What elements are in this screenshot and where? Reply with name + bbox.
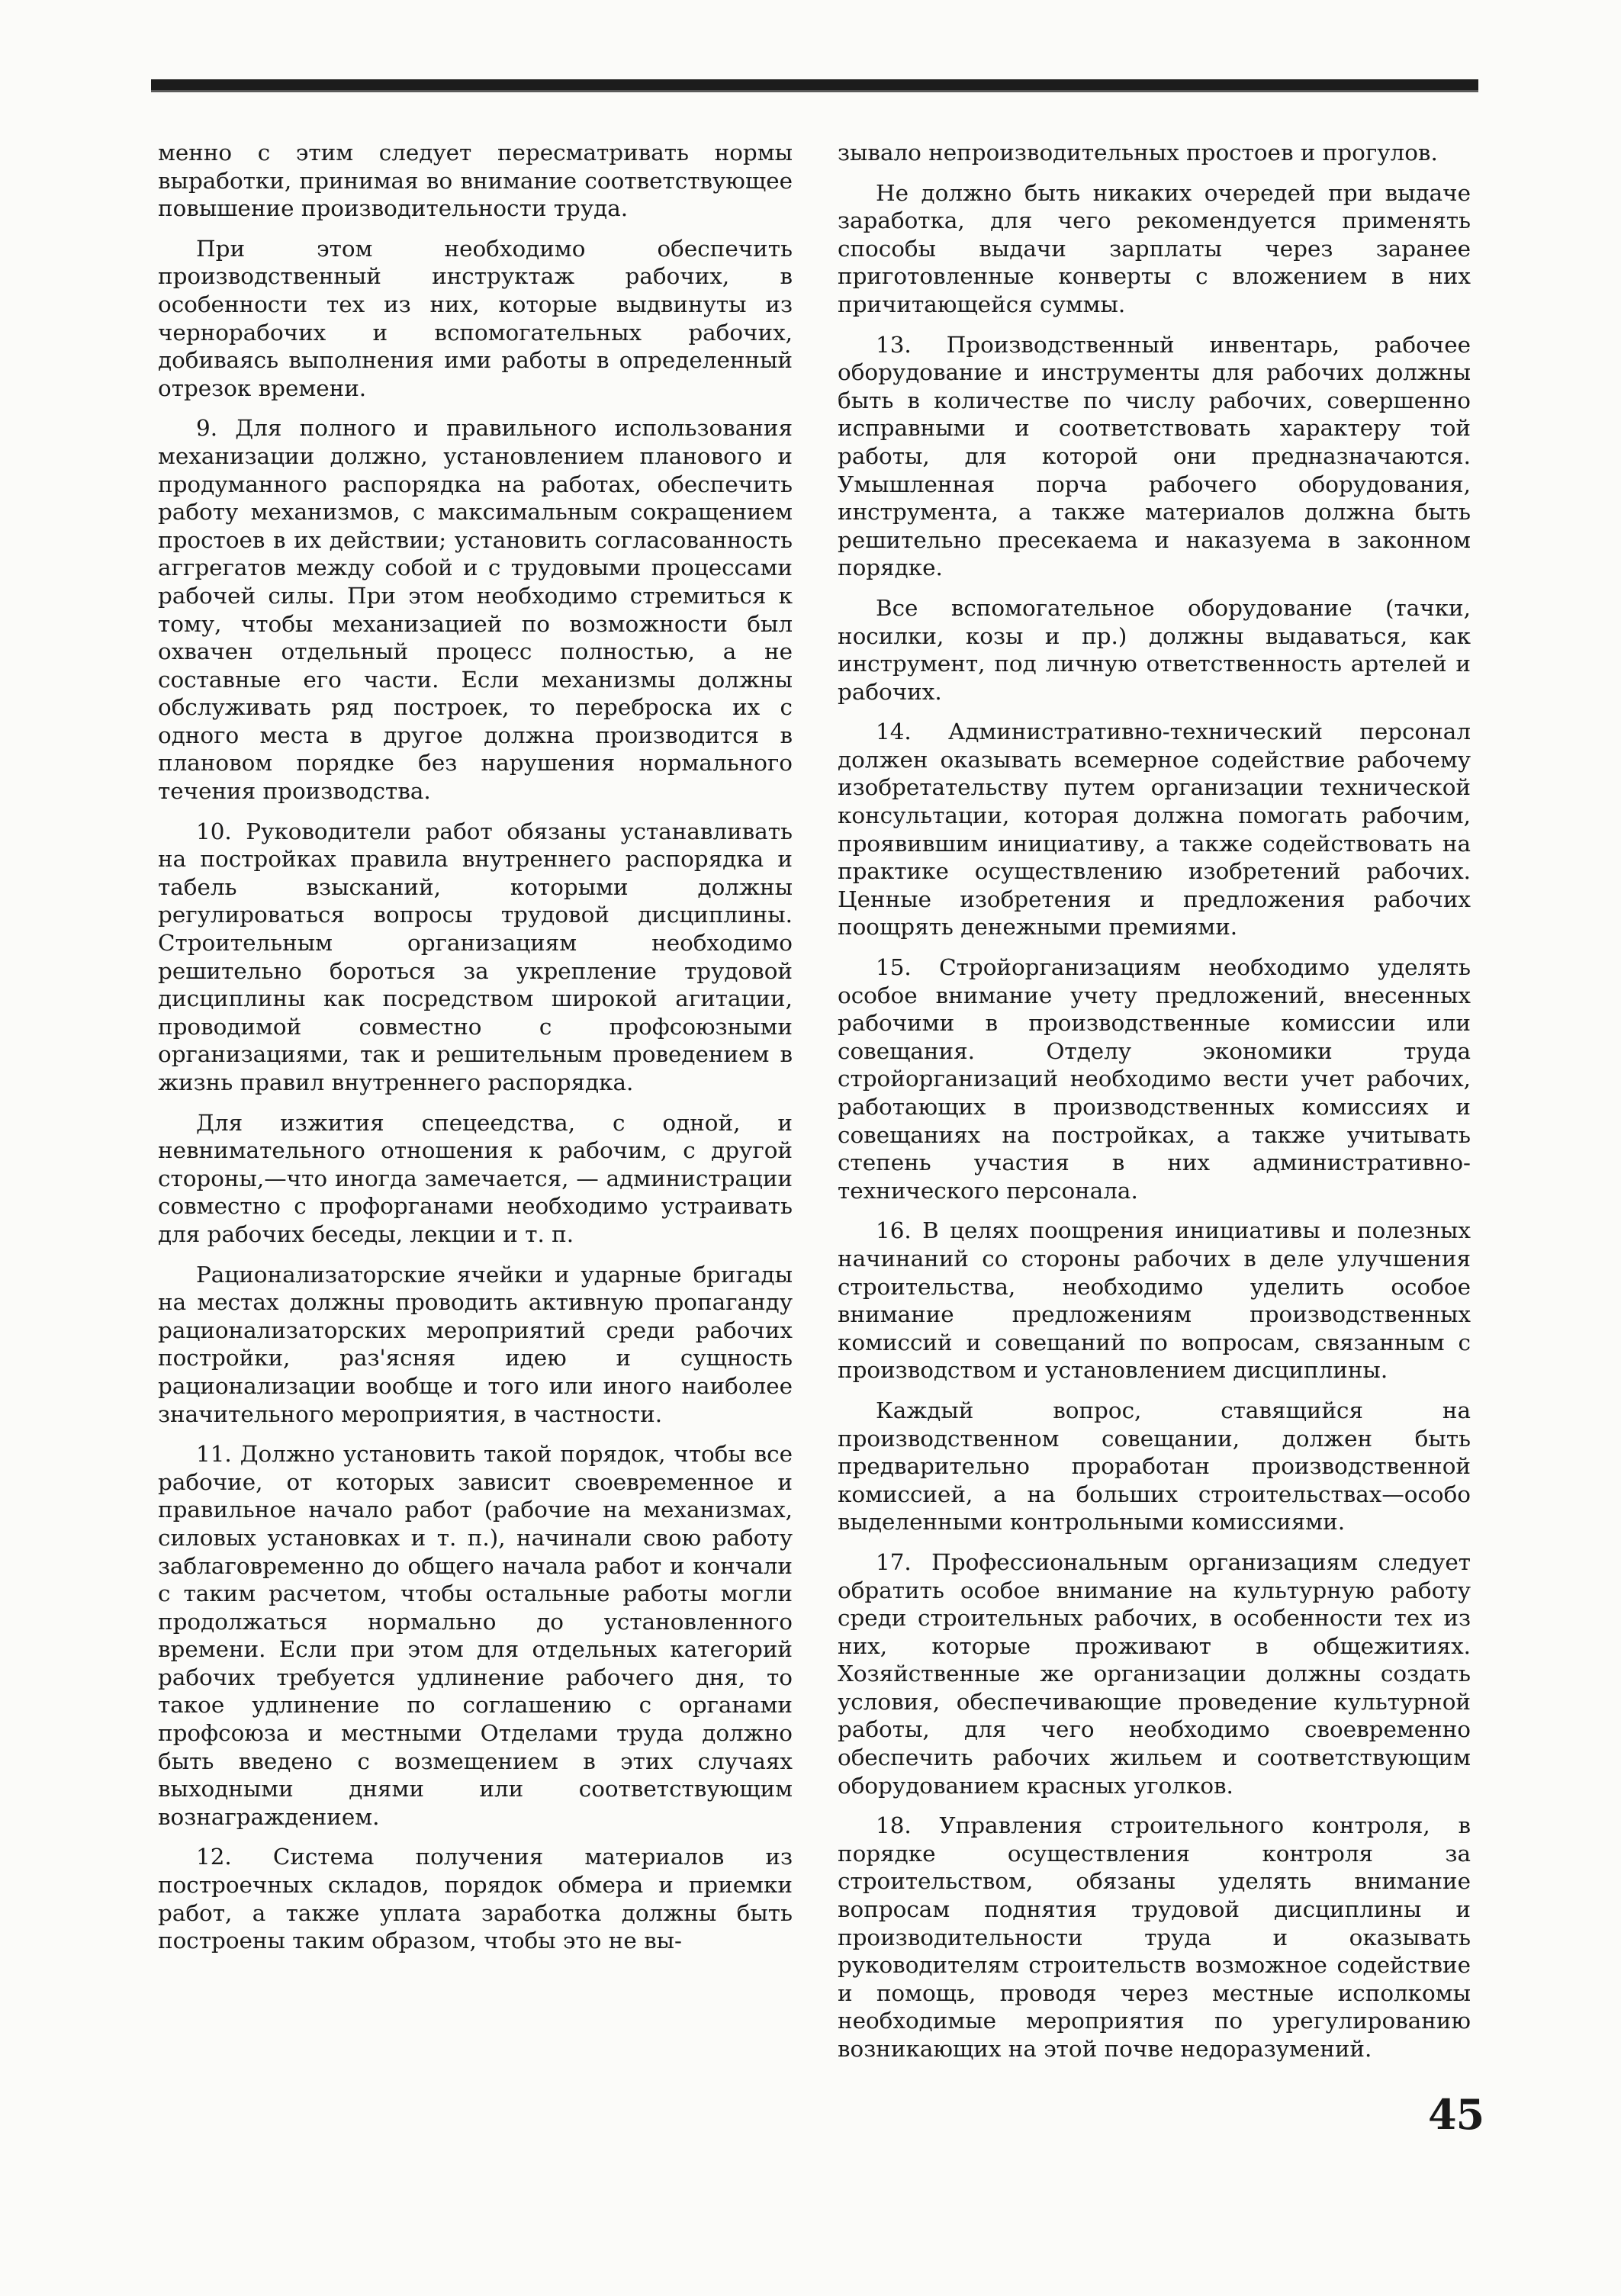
left-column: [158, 139, 793, 1967]
paragraph-left-8: 12. Система получения материалов из построечных складов, порядок обмера и приемки работ, а также уплата заработка должны быть построены таким образом, чтобы это не вы-: [158, 1844, 793, 1954]
paragraph-right-2: Не должно быть никаких очередей при выдаче заработка, для чего рекомендуется применять способы выдачи зарплаты через заранее приготовленные конверты с вложением в них причитающейся суммы.: [838, 179, 1471, 317]
paragraph-left-5: Для изжития спецеедства, с одной, и невнимательного отношения к рабочим, с другой стороны,—что иногда замечается, — администрации совместно с профорганами необходимо устраивать для рабочих беседы, лекции и т. п.: [158, 1109, 793, 1247]
paragraph-right-1: зывало непроизводительных простоев и прогулов.: [838, 140, 1438, 166]
paragraph-right-3: 13. Производственный инвентарь, рабочее оборудование и инструменты для рабочих должны быть в количестве по числу рабочих, совершенно исправными и соответствовать характеру той работы, для которой они предназначаются. Умышленная порча рабочего оборудования, инструмента, а также материалов должна быть решительно пресекаема и наказуема в законном порядке.: [838, 331, 1471, 581]
paragraph-left-3: 9. Для полного и правильного использования механизации должно, установлением планового и продуманного распорядка на работах, обеспечить работу механизмов, с максимальным сокращением простоев в их действии; установить согласованность аггрегатов между собой и с трудовыми процессами рабочей силы. При этом необходимо стремиться к тому, чтобы механизацией по возможности был охвачен отдельный процесс полностью, а не составные его части. Если механизмы должны обслуживать ряд построек, то переброска их с одного места в другое должна производится в плановом порядке без нарушения нормального течения производства.: [158, 415, 793, 805]
paragraph-left-1: менно с этим следует пересматривать нормы выработки, принимая во внимание соответствующее повышение производительности труда.: [158, 140, 793, 222]
paragraph-right-6: 15. Стройорганизациям необходимо уделять особое внимание учету предложений, внесенных рабочими в производственные комиссии или совещания. Отделу экономики труда стройорганизаций необходимо вести учет рабочих, работающих в производственных комиссиях и совещаниях на постройках, а также учитывать степень участия в них административно-технического персонала.: [838, 954, 1471, 1204]
paragraph-right-8: Каждый вопрос, ставящийся на производственном совещании, должен быть предварительно проработан производственной комиссией, а на больших строительствах—особо выделенными контрольными комиссиями.: [838, 1397, 1471, 1535]
paragraph-left-6: Рационализаторские ячейки и ударные бригады на местах должны проводить активную пропаганду рационализаторских мероприятий среди рабочих постройки, раз'ясняя идею и сущность рационализации вообще и того или иного наиболее значительного мероприятия, в частности.: [158, 1261, 793, 1427]
header-rule: [151, 79, 1478, 90]
paragraph-right-5: 14. Административно-технический персонал должен оказывать всемерное содействие рабочему изобретательству путем организации технической консультации, которая должна помогать рабочим, проявившим инициативу, а также содействовать на практике осуществлению изобретений рабочих. Ценные изобретения и предложения рабочих поощрять денежными премиями.: [838, 719, 1471, 941]
paragraph-right-4: Все вспомогательное оборудование (тачки, носилки, козы и пр.) должны выдаваться, как инструмент, под личную ответственность артелей и рабочих.: [838, 594, 1471, 705]
page-number: 45: [1428, 2090, 1484, 2139]
right-column: [838, 139, 1471, 2076]
paragraph-right-7: 16. В целях поощрения инициативы и полезных начинаний со стороны рабочих в деле улучшения строительства, необходимо уделить особое внимание предложениям производственных комиссий и совещаний по вопросам, связанным с производством и установлением дисциплины.: [838, 1217, 1471, 1384]
paragraph-left-4: 10. Руководители работ обязаны устанавливать на постройках правила внутреннего распорядка и табель взысканий, которыми должны регулироваться вопросы трудовой дисциплины. Строительным организациям необходимо решительно бороться за укрепление трудовой дисциплины как посредством широкой агитации, проводимой совместно с профсоюзными организациями, так и решительным проведением в жизнь правил внутреннего распорядка.: [158, 818, 793, 1095]
paragraph-left-7: 11. Должно установить такой порядок, чтобы все рабочие, от которых зависит своевременное и правильное начало работ (рабочие на механизмах, силовых установках и т. п.), начинали свою работу заблаговременно до общего начала работ и кончали с таким расчетом, чтобы остальные работы могли продолжаться нормально до установленного времени. Если при этом для отдельных категорий рабочих требуется удлинение рабочего дня, то такое удлинение по соглашению с органами профсоюза и местными Отделами труда должно быть введено с возмещением в этих случаях выходными днями или соответствующим вознаграждением.: [158, 1441, 793, 1830]
paragraph-left-2: При этом необходимо обеспечить производственный инструктаж рабочих, в особенности тех из них, которые выдвинуты из чернорабочих и вспомогательных рабочих, добиваясь выполнения ими работы в определенный отрезок времени.: [158, 235, 793, 401]
paragraph-right-10: 18. Управления строительного контроля, в порядке осуществления контроля за строительством, обязаны уделять внимание вопросам поднятия трудовой дисциплины и производительности труда и оказывать руководителям строительств возможное содействие и помощь, проводя через местные исполкомы необходимые мероприятия по урегулированию возникающих на этой почве недоразумений.: [838, 1812, 1471, 2062]
paragraph-right-9: 17. Профессиональным организациям следует обратить особое внимание на культурную работу среди строительных рабочих, в особенности тех из них, которые проживают в общежитиях. Хозяйственные же организации должны создать условия, обеспечивающие проведение культурной работы, для чего необходимо своевременно обеспечить рабочих жильем и соответствующим оборудованием красных уголков.: [838, 1548, 1471, 1799]
